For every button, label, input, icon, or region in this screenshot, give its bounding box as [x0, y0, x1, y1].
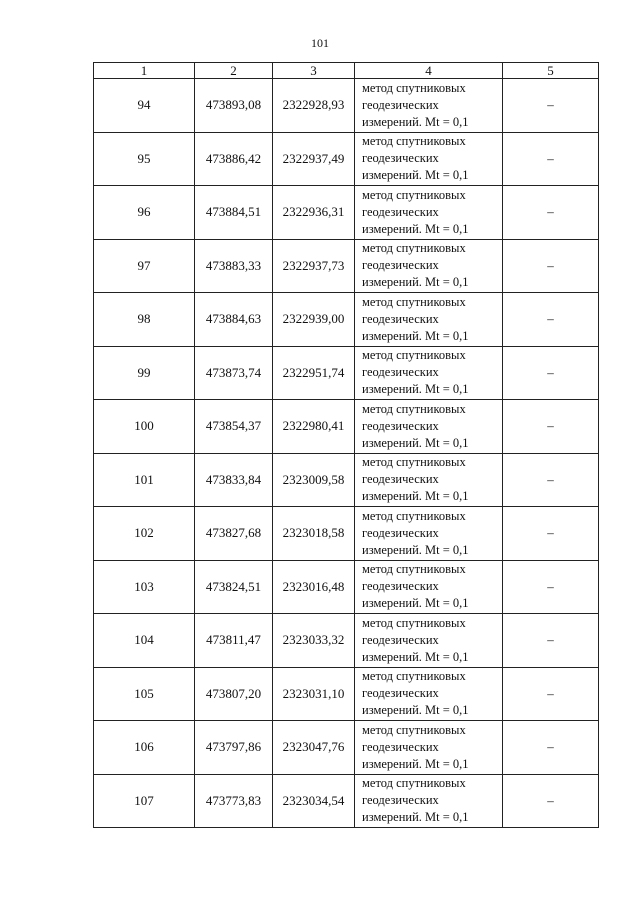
x-coordinate-cell: 473811,47	[195, 614, 273, 668]
header-col-3: 3	[273, 63, 355, 79]
table-row	[94, 721, 599, 775]
method-cell	[355, 400, 503, 454]
column5-cell: –	[503, 614, 599, 668]
point-number-cell: 95	[94, 132, 195, 186]
y-coordinate-cell: 2323047,76	[273, 721, 355, 775]
column5-cell: –	[503, 346, 599, 400]
method-line: измерений. Mt = 0,1	[362, 649, 469, 664]
method-cell	[355, 79, 503, 133]
point-number-cell: 101	[94, 453, 195, 507]
method-line: метод спутниковых	[362, 241, 466, 256]
y-coordinate-cell: 2323018,58	[273, 507, 355, 561]
method-line: геодезических	[362, 472, 439, 487]
method-line: измерений. Mt = 0,1	[362, 542, 469, 557]
method-line: измерений. Mt = 0,1	[362, 328, 469, 343]
method-cell	[355, 614, 503, 668]
method-cell	[355, 132, 503, 186]
method-line: измерений. Mt = 0,1	[362, 382, 469, 397]
x-coordinate-cell: 473797,86	[195, 721, 273, 775]
y-coordinate-cell: 2323009,58	[273, 453, 355, 507]
method-cell	[355, 346, 503, 400]
method-line: геодезических	[362, 793, 439, 808]
column5-cell: –	[503, 667, 599, 721]
column5-cell: –	[503, 560, 599, 614]
table-row	[94, 293, 599, 347]
page-number: 101	[311, 36, 329, 50]
table-row	[94, 346, 599, 400]
table-row	[94, 400, 599, 454]
method-line: геодезических	[362, 258, 439, 273]
method-line: метод спутниковых	[362, 508, 466, 523]
method-cell	[355, 721, 503, 775]
column5-cell: –	[503, 774, 599, 828]
method-line: метод спутниковых	[362, 562, 466, 577]
column5-cell: –	[503, 79, 599, 133]
point-number-cell: 105	[94, 667, 195, 721]
method-line: геодезических	[362, 525, 439, 540]
header-row	[94, 63, 599, 79]
x-coordinate-cell: 473873,74	[195, 346, 273, 400]
table-body	[94, 79, 599, 828]
method-line: геодезических	[362, 686, 439, 701]
method-line: метод спутниковых	[362, 776, 466, 791]
column5-cell: –	[503, 239, 599, 293]
x-coordinate-cell: 473884,63	[195, 293, 273, 347]
method-cell	[355, 667, 503, 721]
method-line: измерений. Mt = 0,1	[362, 703, 469, 718]
table-row	[94, 667, 599, 721]
y-coordinate-cell: 2322980,41	[273, 400, 355, 454]
y-coordinate-cell: 2322937,73	[273, 239, 355, 293]
column5-cell: –	[503, 721, 599, 775]
column5-cell: –	[503, 293, 599, 347]
x-coordinate-cell: 473854,37	[195, 400, 273, 454]
method-line: геодезических	[362, 204, 439, 219]
method-cell	[355, 560, 503, 614]
x-coordinate-cell: 473883,33	[195, 239, 273, 293]
method-line: измерений. Mt = 0,1	[362, 810, 469, 825]
table-row	[94, 79, 599, 133]
x-coordinate-cell: 473884,51	[195, 186, 273, 240]
table-row	[94, 774, 599, 828]
x-coordinate-cell: 473893,08	[195, 79, 273, 133]
method-line: метод спутниковых	[362, 722, 466, 737]
method-line: геодезических	[362, 739, 439, 754]
y-coordinate-cell: 2323031,10	[273, 667, 355, 721]
y-coordinate-cell: 2322936,31	[273, 186, 355, 240]
point-number-cell: 99	[94, 346, 195, 400]
method-line: измерений. Mt = 0,1	[362, 275, 469, 290]
method-line: метод спутниковых	[362, 615, 466, 630]
method-cell	[355, 293, 503, 347]
method-line: метод спутниковых	[362, 455, 466, 470]
point-number-cell: 96	[94, 186, 195, 240]
method-line: геодезических	[362, 151, 439, 166]
point-number-cell: 98	[94, 293, 195, 347]
method-line: метод спутниковых	[362, 187, 466, 202]
method-cell	[355, 507, 503, 561]
table-row	[94, 453, 599, 507]
method-line: геодезических	[362, 632, 439, 647]
point-number-cell: 102	[94, 507, 195, 561]
header-col-1: 1	[94, 63, 195, 79]
method-line: метод спутниковых	[362, 134, 466, 149]
method-line: измерений. Mt = 0,1	[362, 221, 469, 236]
point-number-cell: 103	[94, 560, 195, 614]
method-line: измерений. Mt = 0,1	[362, 756, 469, 771]
method-line: геодезических	[362, 365, 439, 380]
method-line: геодезических	[362, 418, 439, 433]
method-cell	[355, 239, 503, 293]
coordinates-table	[93, 62, 599, 828]
x-coordinate-cell: 473824,51	[195, 560, 273, 614]
table-row	[94, 614, 599, 668]
method-line: измерений. Mt = 0,1	[362, 168, 469, 183]
y-coordinate-cell: 2323033,32	[273, 614, 355, 668]
method-line: измерений. Mt = 0,1	[362, 114, 469, 129]
table-row	[94, 186, 599, 240]
method-line: метод спутниковых	[362, 401, 466, 416]
header-col-4: 4	[355, 63, 503, 79]
header-col-2: 2	[195, 63, 273, 79]
method-line: метод спутниковых	[362, 669, 466, 684]
method-line: метод спутниковых	[362, 294, 466, 309]
column5-cell: –	[503, 132, 599, 186]
table-row	[94, 507, 599, 561]
x-coordinate-cell: 473886,42	[195, 132, 273, 186]
y-coordinate-cell: 2322937,49	[273, 132, 355, 186]
y-coordinate-cell: 2323016,48	[273, 560, 355, 614]
method-cell	[355, 186, 503, 240]
method-line: измерений. Mt = 0,1	[362, 596, 469, 611]
method-cell	[355, 453, 503, 507]
column5-cell: –	[503, 400, 599, 454]
y-coordinate-cell: 2322928,93	[273, 79, 355, 133]
y-coordinate-cell: 2323034,54	[273, 774, 355, 828]
table-row	[94, 239, 599, 293]
point-number-cell: 94	[94, 79, 195, 133]
method-line: метод спутниковых	[362, 80, 466, 95]
table-row	[94, 132, 599, 186]
point-number-cell: 106	[94, 721, 195, 775]
table-header	[94, 63, 599, 79]
table-row	[94, 560, 599, 614]
y-coordinate-cell: 2322939,00	[273, 293, 355, 347]
method-line: геодезических	[362, 97, 439, 112]
point-number-cell: 100	[94, 400, 195, 454]
x-coordinate-cell: 473827,68	[195, 507, 273, 561]
point-number-cell: 104	[94, 614, 195, 668]
column5-cell: –	[503, 186, 599, 240]
method-line: метод спутниковых	[362, 348, 466, 363]
point-number-cell: 107	[94, 774, 195, 828]
method-line: геодезических	[362, 311, 439, 326]
column5-cell: –	[503, 507, 599, 561]
method-line: геодезических	[362, 579, 439, 594]
method-line: измерений. Mt = 0,1	[362, 435, 469, 450]
column5-cell: –	[503, 453, 599, 507]
x-coordinate-cell: 473807,20	[195, 667, 273, 721]
method-line: измерений. Mt = 0,1	[362, 489, 469, 504]
x-coordinate-cell: 473773,83	[195, 774, 273, 828]
header-col-5: 5	[503, 63, 599, 79]
y-coordinate-cell: 2322951,74	[273, 346, 355, 400]
x-coordinate-cell: 473833,84	[195, 453, 273, 507]
method-cell	[355, 774, 503, 828]
point-number-cell: 97	[94, 239, 195, 293]
